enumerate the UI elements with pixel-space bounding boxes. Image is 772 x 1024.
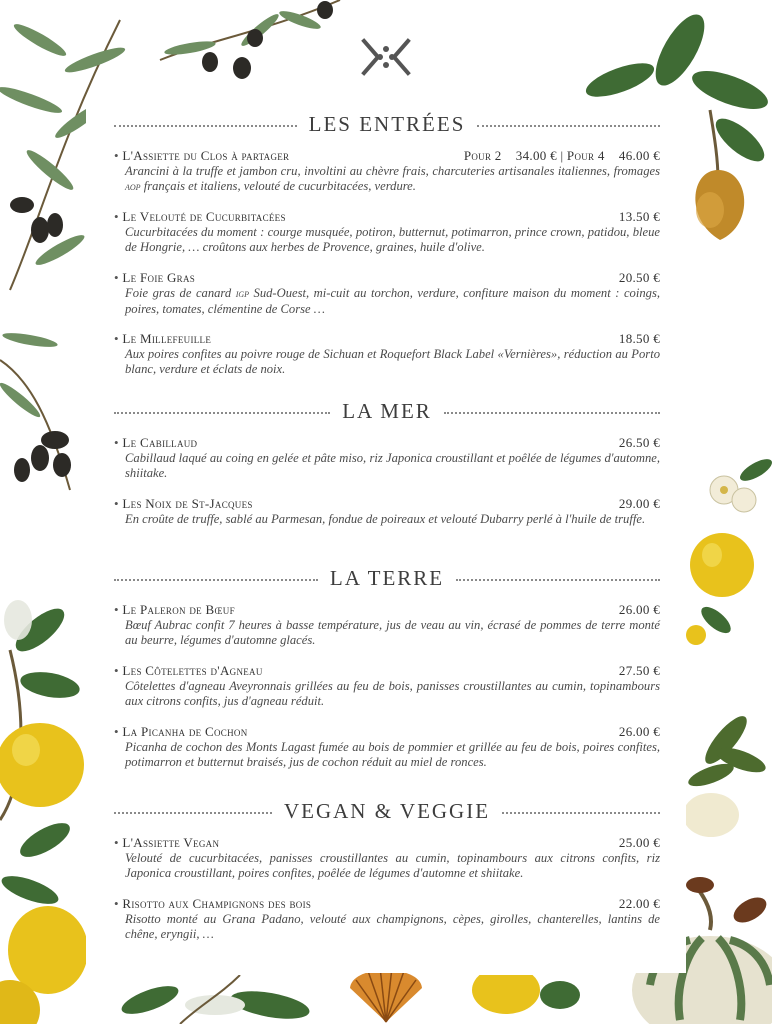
- section-mer: [114, 397, 660, 542]
- item-price: 29.00 €: [618, 496, 660, 511]
- artichoke-right-illustration: [686, 690, 772, 850]
- menu-item: [114, 663, 660, 710]
- item-name: • L'Assiette Vegan: [114, 835, 219, 851]
- item-name: • Risotto aux Champignons des bois: [114, 896, 311, 912]
- item-price: 22.00 €: [618, 896, 660, 911]
- menu-item: [114, 270, 660, 317]
- item-description: Bœuf Aubrac confit 7 heures à basse température, jus de veau au vin, écrasé de pommes de terre monté au beurre, légumes d'automne glacés.: [125, 618, 660, 647]
- dotted-divider: [114, 812, 272, 814]
- item-name: • Le Foie Gras: [114, 270, 195, 286]
- quince-branch-bottom-left-illustration: [0, 590, 86, 1024]
- item-description: Cabillaud laqué au coing en gelée et pâte miso, riz Japonica croustillant et poêlée de légumes d'automne, shiitake.: [125, 451, 660, 480]
- dotted-divider: [456, 579, 660, 581]
- dotted-divider: [114, 579, 318, 581]
- menu-item: [114, 896, 660, 943]
- menu-item: [114, 331, 660, 378]
- item-description: Risotto monté au Grana Padano, velouté aux champignons, cèpes, girolles, chanterelles, lantins de chêne, eryngii, …: [125, 912, 660, 941]
- quince-bottom-illustration: [470, 975, 580, 1024]
- dotted-divider: [114, 125, 297, 127]
- item-price: 26.00 €: [618, 724, 660, 739]
- menu-item: [114, 435, 660, 482]
- dotted-divider: [114, 412, 330, 414]
- dotted-divider: [477, 125, 660, 127]
- menu-item: [114, 209, 660, 256]
- menu-item: [114, 496, 660, 528]
- item-price: 13.50 €: [618, 209, 660, 224]
- section-title-row: [114, 397, 660, 425]
- menu-item: [114, 148, 660, 195]
- quince-branch-right-illustration: [686, 440, 772, 680]
- item-price: 26.00 €: [618, 602, 660, 617]
- item-name: • Les Noix de St-Jacques: [114, 496, 253, 512]
- item-name: • L'Assiette du Clos à partager: [114, 148, 289, 164]
- section-title: LES ENTRÉES: [308, 111, 466, 136]
- dotted-divider: [444, 412, 660, 414]
- section-title-row: [114, 797, 660, 825]
- item-description: Cucurbitacées du moment : courge musquée, potiron, butternut, potimarron, prince crown, patidou, bleue de Hongrie, … croûtons aux herbes de Provence, graines, huile d'olive.: [125, 225, 660, 254]
- section-entrees: [114, 110, 660, 392]
- section-title: VEGAN & VEGGIE: [283, 798, 491, 823]
- leaves-bottom-illustration: [120, 975, 320, 1024]
- item-description: Foie gras de canard igp Sud-Ouest, mi-cuit au torchon, verdure, confiture maison du moment : coings, poires, tomates, clémentine de Corse …: [125, 286, 660, 316]
- item-description: Arancini à la truffe et jambon cru, involtini au chèvre frais, charcuteries artisanales italiennes, fromages aop français et italiens, velouté de cucurbitacées, verdure.: [125, 164, 660, 193]
- menu-item: [114, 835, 660, 882]
- item-price: 26.50 €: [618, 435, 660, 450]
- item-price: 25.00 €: [618, 835, 660, 850]
- section-terre: [114, 564, 660, 785]
- item-description: Velouté de cucurbitacées, panisses croustillantes au cumin, topinambours aux citrons confits, riz Japonica croustillant, poires confites, poêlée de légumes d'automne et shiitake.: [125, 851, 660, 880]
- section-vegan-veggie: [114, 797, 660, 957]
- item-name: • Le Paleron de Bœuf: [114, 602, 235, 618]
- item-price: Pour 2 34.00 € | Pour 4 46.00 €: [463, 148, 660, 163]
- item-description: Picanha de cochon des Monts Lagast fumée au bois de pommier et grillée au feu de bois, poires confites, potimarron et butternut braisés, jus de cochon réduit au miel de ronces.: [125, 740, 660, 769]
- section-title: LA TERRE: [329, 565, 445, 590]
- menu-item: [114, 724, 660, 771]
- olive-branch-left-illustration: [0, 320, 90, 510]
- item-name: • La Picanha de Cochon: [114, 724, 248, 740]
- diamond-dots-logo-icon: [360, 37, 412, 77]
- olive-branch-top-illustration: [150, 0, 350, 100]
- item-name: • Le Cabillaud: [114, 435, 197, 451]
- section-title-row: [114, 110, 660, 138]
- dotted-divider: [502, 812, 660, 814]
- section-title: LA MER: [342, 398, 432, 423]
- item-name: • Le Velouté de Cucurbitacées: [114, 209, 286, 225]
- item-description: En croûte de truffe, sablé au Parmesan, fondue de poireaux et velouté Dubarry perlé à l'huile de truffe.: [125, 512, 646, 526]
- item-description: Côtelettes d'agneau Aveyronnais grillées au feu de bois, panisses croustillantes au cumin, topinambours aux citrons confits, jus d'agneau réduit.: [125, 679, 660, 708]
- item-price: 18.50 €: [618, 331, 660, 346]
- item-name: • Les Côtelettes d'Agneau: [114, 663, 263, 679]
- item-price: 27.50 €: [618, 663, 660, 678]
- menu-item: [114, 602, 660, 649]
- item-price: 20.50 €: [618, 270, 660, 285]
- section-title-row: [114, 564, 660, 592]
- item-description: Aux poires confites au poivre rouge de Sichuan et Roquefort Black Label «Vernières», réduction au Porto blanc, verdure et éclats de noix.: [125, 347, 660, 376]
- item-name: • Le Millefeuille: [114, 331, 211, 347]
